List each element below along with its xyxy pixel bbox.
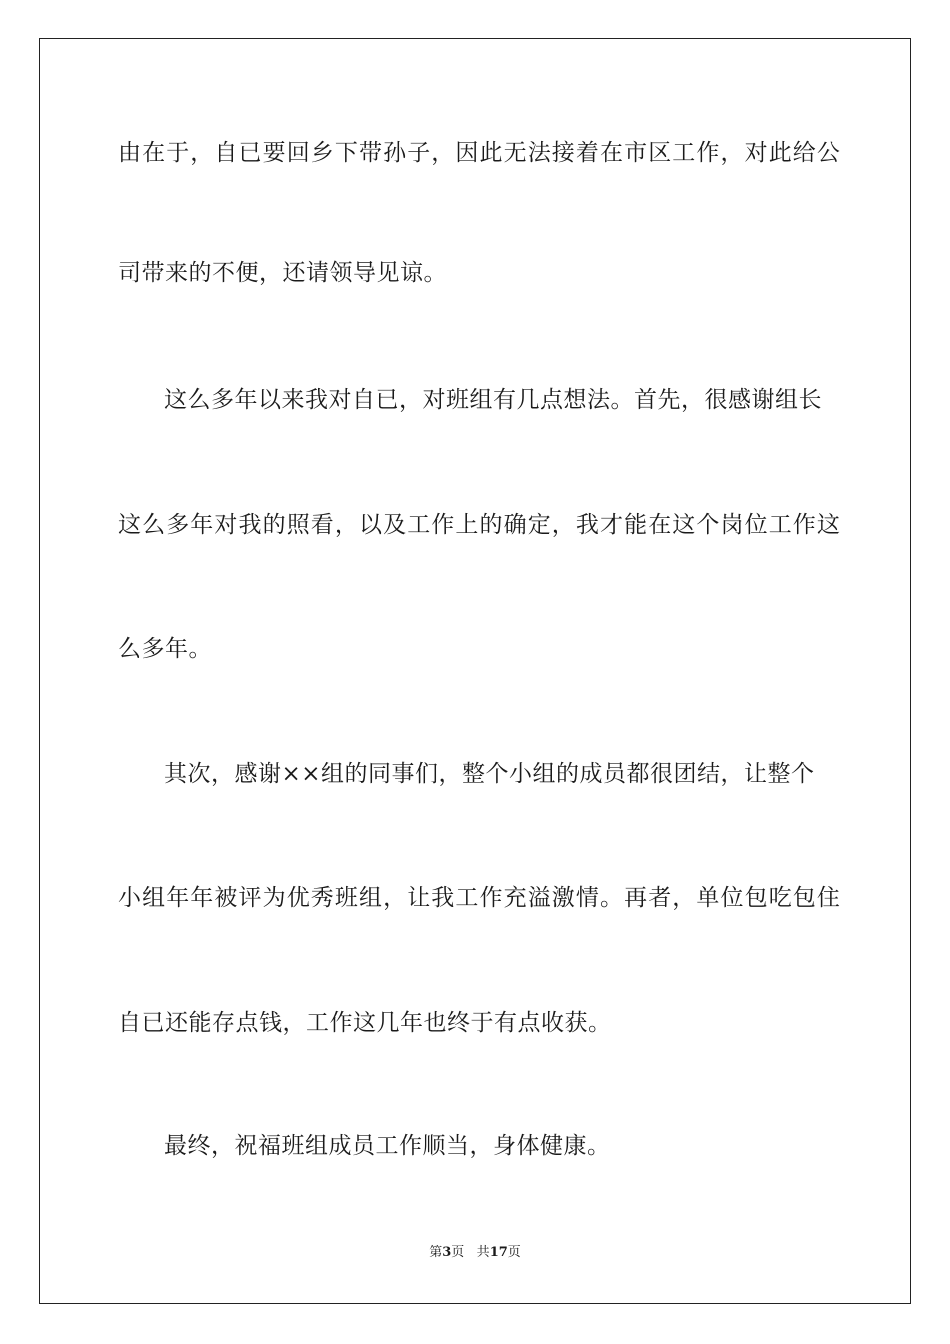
body-text-line: 这么多年对我的照看，以及工作上的确定，我才能在这个岗位工作这 [118, 512, 841, 538]
paragraph-first-line: 这么多年以来我对自已，对班组有几点想法。首先，很感谢组长 [164, 387, 822, 413]
page-label-prefix: 第 [429, 1245, 443, 1260]
total-page-count: 17 [489, 1245, 508, 1260]
current-page-number: 3 [442, 1245, 452, 1260]
paragraph-first-line: 其次，感谢××组的同事们，整个小组的成员都很团结，让整个 [164, 761, 815, 787]
total-label-suffix: 页 [507, 1245, 521, 1260]
page-label-suffix: 页 [451, 1245, 465, 1260]
body-text-line: 小组年年被评为优秀班组，让我工作充溢激情。再者，单位包吃包住 [118, 885, 841, 911]
total-label-prefix: 共 [476, 1245, 490, 1260]
body-text-line: 自已还能存点钱，工作这几年也终于有点收获。 [118, 1010, 612, 1036]
body-text-line: 司带来的不便，还请领导见谅。 [118, 260, 447, 286]
body-text-line: 么多年。 [118, 636, 212, 662]
page-footer [0, 1244, 950, 1262]
page-border [39, 38, 911, 1304]
paragraph-first-line: 最终，祝福班组成员工作顺当，身体健康。 [164, 1133, 611, 1159]
body-text-line: 由在于，自已要回乡下带孙子，因此无法接着在市区工作，对此给公 [118, 140, 841, 166]
